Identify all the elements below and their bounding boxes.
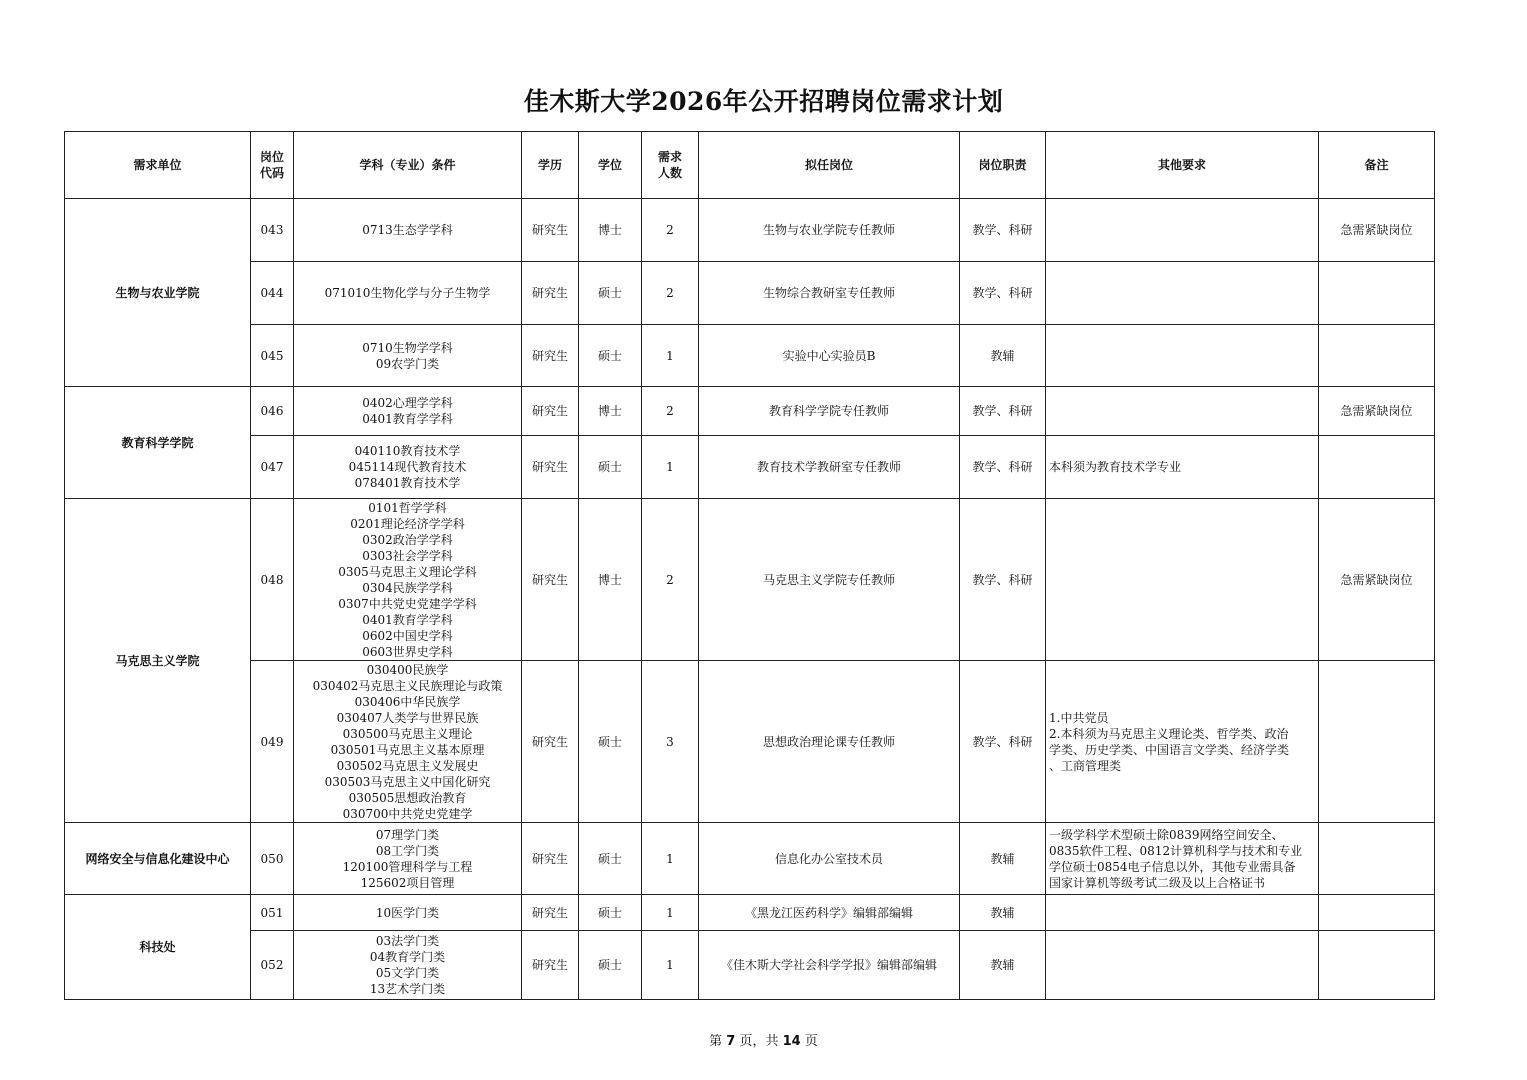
unit-name: 科技处 <box>65 895 251 1000</box>
other-requirements <box>1046 387 1319 436</box>
major-requirement-line: 030500马克思主义理论 <box>342 726 473 741</box>
headcount: 1 <box>642 325 699 387</box>
other-requirements-line: 、工商管理类 <box>1049 758 1122 773</box>
major-requirement-line: 125602项目管理 <box>360 875 455 890</box>
headcount: 2 <box>642 499 699 661</box>
major-requirement-line: 030400民族学 <box>366 662 449 677</box>
position-code: 043 <box>251 199 294 262</box>
major-requirement-line: 0710生物学学科 <box>362 340 453 355</box>
table-body <box>65 199 1435 1000</box>
duty: 教学、科研 <box>960 262 1046 325</box>
education: 研究生 <box>522 823 579 895</box>
header-other: 其他要求 <box>1046 132 1319 199</box>
major-requirement-line: 0713生态学学科 <box>362 223 453 237</box>
other-requirements <box>1046 436 1319 499</box>
note: 急需紧缺岗位 <box>1319 387 1435 436</box>
other-requirements-line: 1.中共党员 <box>1049 710 1109 725</box>
header-code: 岗位代码 <box>251 132 294 199</box>
major-requirement <box>294 387 522 436</box>
recruitment-table <box>64 131 1435 1000</box>
header-position: 拟任岗位 <box>699 132 960 199</box>
other-requirements <box>1046 499 1319 661</box>
other-requirements <box>1046 823 1319 895</box>
headcount: 3 <box>642 661 699 823</box>
page-title: 佳木斯大学2026年公开招聘岗位需求计划 <box>523 87 1004 116</box>
duty: 教学、科研 <box>960 436 1046 499</box>
other-requirements <box>1046 262 1319 325</box>
headcount: 1 <box>642 823 699 895</box>
major-requirement-line: 0401教育学学科 <box>362 412 453 426</box>
position-code: 045 <box>251 325 294 387</box>
degree: 硕士 <box>579 895 642 931</box>
degree: 硕士 <box>579 931 642 1000</box>
duty: 教辅 <box>960 895 1046 931</box>
table-row <box>65 199 1435 262</box>
major-requirement-line: 0307中共党史党建学学科 <box>338 596 477 611</box>
major-requirement-line: 045114现代教育技术 <box>348 460 467 474</box>
position-title: 信息化办公室技术员 <box>699 823 960 895</box>
table-row <box>65 262 1435 325</box>
headcount: 1 <box>642 931 699 1000</box>
degree: 硕士 <box>579 823 642 895</box>
unit-name: 马克思主义学院 <box>65 499 251 823</box>
degree: 硕士 <box>579 661 642 823</box>
header-count: 需求人数 <box>642 132 699 199</box>
other-requirements <box>1046 199 1319 262</box>
major-requirement <box>294 931 522 1000</box>
footer-middle: 页，共 <box>739 1034 779 1049</box>
table-row <box>65 823 1435 895</box>
note: 急需紧缺岗位 <box>1319 499 1435 661</box>
major-requirement-line: 0201理论经济学学科 <box>350 516 465 531</box>
duty: 教学、科研 <box>960 387 1046 436</box>
major-requirement-line: 0305马克思主义理论学科 <box>338 564 477 579</box>
education: 研究生 <box>522 325 579 387</box>
major-requirement-line: 040110教育技术学 <box>354 444 461 458</box>
major-requirement-line: 04教育学门类 <box>369 950 446 964</box>
other-requirements-line: 学类、历史学类、中国语言文学类、经济学类 <box>1049 742 1290 757</box>
duty: 教辅 <box>960 931 1046 1000</box>
unit-name: 网络安全与信息化建设中心 <box>65 823 251 895</box>
major-requirement-line: 03法学门类 <box>375 934 440 948</box>
major-requirement-line: 030407人类学与世界民族 <box>336 710 479 725</box>
position-title: 生物综合教研室专任教师 <box>699 262 960 325</box>
position-title: 马克思主义学院专任教师 <box>699 499 960 661</box>
duty: 教学、科研 <box>960 199 1046 262</box>
other-requirements <box>1046 661 1319 823</box>
other-requirements-line: 学位硕士0854电子信息以外，其他专业需具备 <box>1049 859 1296 874</box>
degree: 博士 <box>579 499 642 661</box>
table-row <box>65 661 1435 823</box>
note <box>1319 262 1435 325</box>
duty: 教学、科研 <box>960 661 1046 823</box>
other-requirements <box>1046 931 1319 1000</box>
other-requirements <box>1046 895 1319 931</box>
note <box>1319 436 1435 499</box>
header-unit: 需求单位 <box>65 132 251 199</box>
position-title: 《佳木斯大学社会科学学报》编辑部编辑 <box>699 931 960 1000</box>
education: 研究生 <box>522 199 579 262</box>
degree: 硕士 <box>579 436 642 499</box>
table-row <box>65 325 1435 387</box>
position-code: 052 <box>251 931 294 1000</box>
headcount: 2 <box>642 387 699 436</box>
major-requirement-line: 13艺术学门类 <box>369 982 446 996</box>
major-requirement-line: 09农学门类 <box>375 356 440 371</box>
major-requirement-line: 030406中华民族学 <box>354 694 461 709</box>
unit-name: 教育科学学院 <box>65 387 251 499</box>
degree: 博士 <box>579 387 642 436</box>
major-requirement-line: 0402心理学学科 <box>362 396 453 410</box>
major-requirement <box>294 823 522 895</box>
education: 研究生 <box>522 499 579 661</box>
degree: 博士 <box>579 199 642 262</box>
major-requirement-line: 030505思想政治教育 <box>348 790 467 805</box>
position-code: 046 <box>251 387 294 436</box>
position-code: 050 <box>251 823 294 895</box>
header-duty: 岗位职责 <box>960 132 1046 199</box>
note <box>1319 895 1435 931</box>
headcount: 2 <box>642 199 699 262</box>
major-requirement-line: 07理学门类 <box>375 827 440 842</box>
major-requirement <box>294 325 522 387</box>
note <box>1319 661 1435 823</box>
education: 研究生 <box>522 931 579 1000</box>
table-row <box>65 499 1435 661</box>
major-requirement <box>294 436 522 499</box>
footer-suffix: 页 <box>804 1034 818 1049</box>
position-title: 教育技术学教研室专任教师 <box>699 436 960 499</box>
major-requirement <box>294 895 522 931</box>
major-requirement-line: 10医学门类 <box>375 905 440 920</box>
major-requirement-line: 0302政治学学科 <box>362 532 453 547</box>
position-title: 思想政治理论课专任教师 <box>699 661 960 823</box>
header-major: 学科（专业）条件 <box>294 132 522 199</box>
major-requirement-line: 030700中共党史党建学 <box>342 806 473 821</box>
duty: 教学、科研 <box>960 499 1046 661</box>
note <box>1319 931 1435 1000</box>
other-requirements <box>1046 325 1319 387</box>
position-code: 048 <box>251 499 294 661</box>
other-requirements-line: 本科须为教育技术学专业 <box>1049 460 1182 474</box>
note <box>1319 823 1435 895</box>
headcount: 1 <box>642 895 699 931</box>
major-requirement-line: 030503马克思主义中国化研究 <box>324 774 491 789</box>
footer-page-number: 7 <box>726 1034 736 1049</box>
position-title: 《黑龙江医药科学》编辑部编辑 <box>699 895 960 931</box>
education: 研究生 <box>522 895 579 931</box>
education: 研究生 <box>522 436 579 499</box>
major-requirement-line: 08工学门类 <box>375 843 440 858</box>
unit-name: 生物与农业学院 <box>65 199 251 387</box>
headcount: 1 <box>642 436 699 499</box>
major-requirement-line: 0602中国史学科 <box>362 628 453 643</box>
table-row <box>65 436 1435 499</box>
note: 急需紧缺岗位 <box>1319 199 1435 262</box>
education: 研究生 <box>522 387 579 436</box>
other-requirements-line: 一级学科学术型硕士除0839网络空间安全、 <box>1049 827 1284 842</box>
major-requirement <box>294 262 522 325</box>
major-requirement-line: 05文学门类 <box>375 966 440 980</box>
header-education: 学历 <box>522 132 579 199</box>
major-requirement-line: 0401教育学学科 <box>362 612 453 627</box>
major-requirement-line: 0603世界史学科 <box>362 644 453 659</box>
major-requirement-line: 120100管理科学与工程 <box>342 859 473 874</box>
footer-prefix: 第 <box>709 1034 723 1049</box>
other-requirements-line: 国家计算机等级考试二级及以上合格证书 <box>1049 875 1266 890</box>
footer-total-pages: 14 <box>782 1034 801 1049</box>
position-title: 实验中心实验员B <box>699 325 960 387</box>
duty: 教辅 <box>960 823 1046 895</box>
position-code: 049 <box>251 661 294 823</box>
major-requirement <box>294 199 522 262</box>
major-requirement-line: 030501马克思主义基本原理 <box>330 742 485 757</box>
major-requirement-line: 030402马克思主义民族理论与政策 <box>312 678 503 693</box>
major-requirement-line: 078401教育技术学 <box>354 476 461 490</box>
position-title: 教育科学学院专任教师 <box>699 387 960 436</box>
education: 研究生 <box>522 661 579 823</box>
degree: 硕士 <box>579 325 642 387</box>
duty: 教辅 <box>960 325 1046 387</box>
other-requirements-line: 2.本科须为马克思主义理论类、哲学类、政治 <box>1049 726 1289 741</box>
major-requirement-line: 0303社会学学科 <box>362 548 453 563</box>
table-row <box>65 895 1435 931</box>
major-requirement-line: 0304民族学学科 <box>362 580 453 595</box>
note <box>1319 325 1435 387</box>
header-degree: 学位 <box>579 132 642 199</box>
table-row <box>65 387 1435 436</box>
page-footer <box>0 1032 1527 1052</box>
position-code: 051 <box>251 895 294 931</box>
header-note: 备注 <box>1319 132 1435 199</box>
degree: 硕士 <box>579 262 642 325</box>
major-requirement-line: 071010生物化学与分子生物学 <box>324 286 491 300</box>
major-requirement-line: 030502马克思主义发展史 <box>336 758 479 773</box>
position-title: 生物与农业学院专任教师 <box>699 199 960 262</box>
headcount: 2 <box>642 262 699 325</box>
major-requirement <box>294 499 522 661</box>
position-code: 044 <box>251 262 294 325</box>
other-requirements-line: 0835软件工程、0812计算机科学与技术和专业 <box>1049 843 1303 858</box>
table-header-row <box>65 132 1435 199</box>
education: 研究生 <box>522 262 579 325</box>
major-requirement <box>294 661 522 823</box>
table-row <box>65 931 1435 1000</box>
major-requirement-line: 0101哲学学科 <box>368 500 447 515</box>
position-code: 047 <box>251 436 294 499</box>
